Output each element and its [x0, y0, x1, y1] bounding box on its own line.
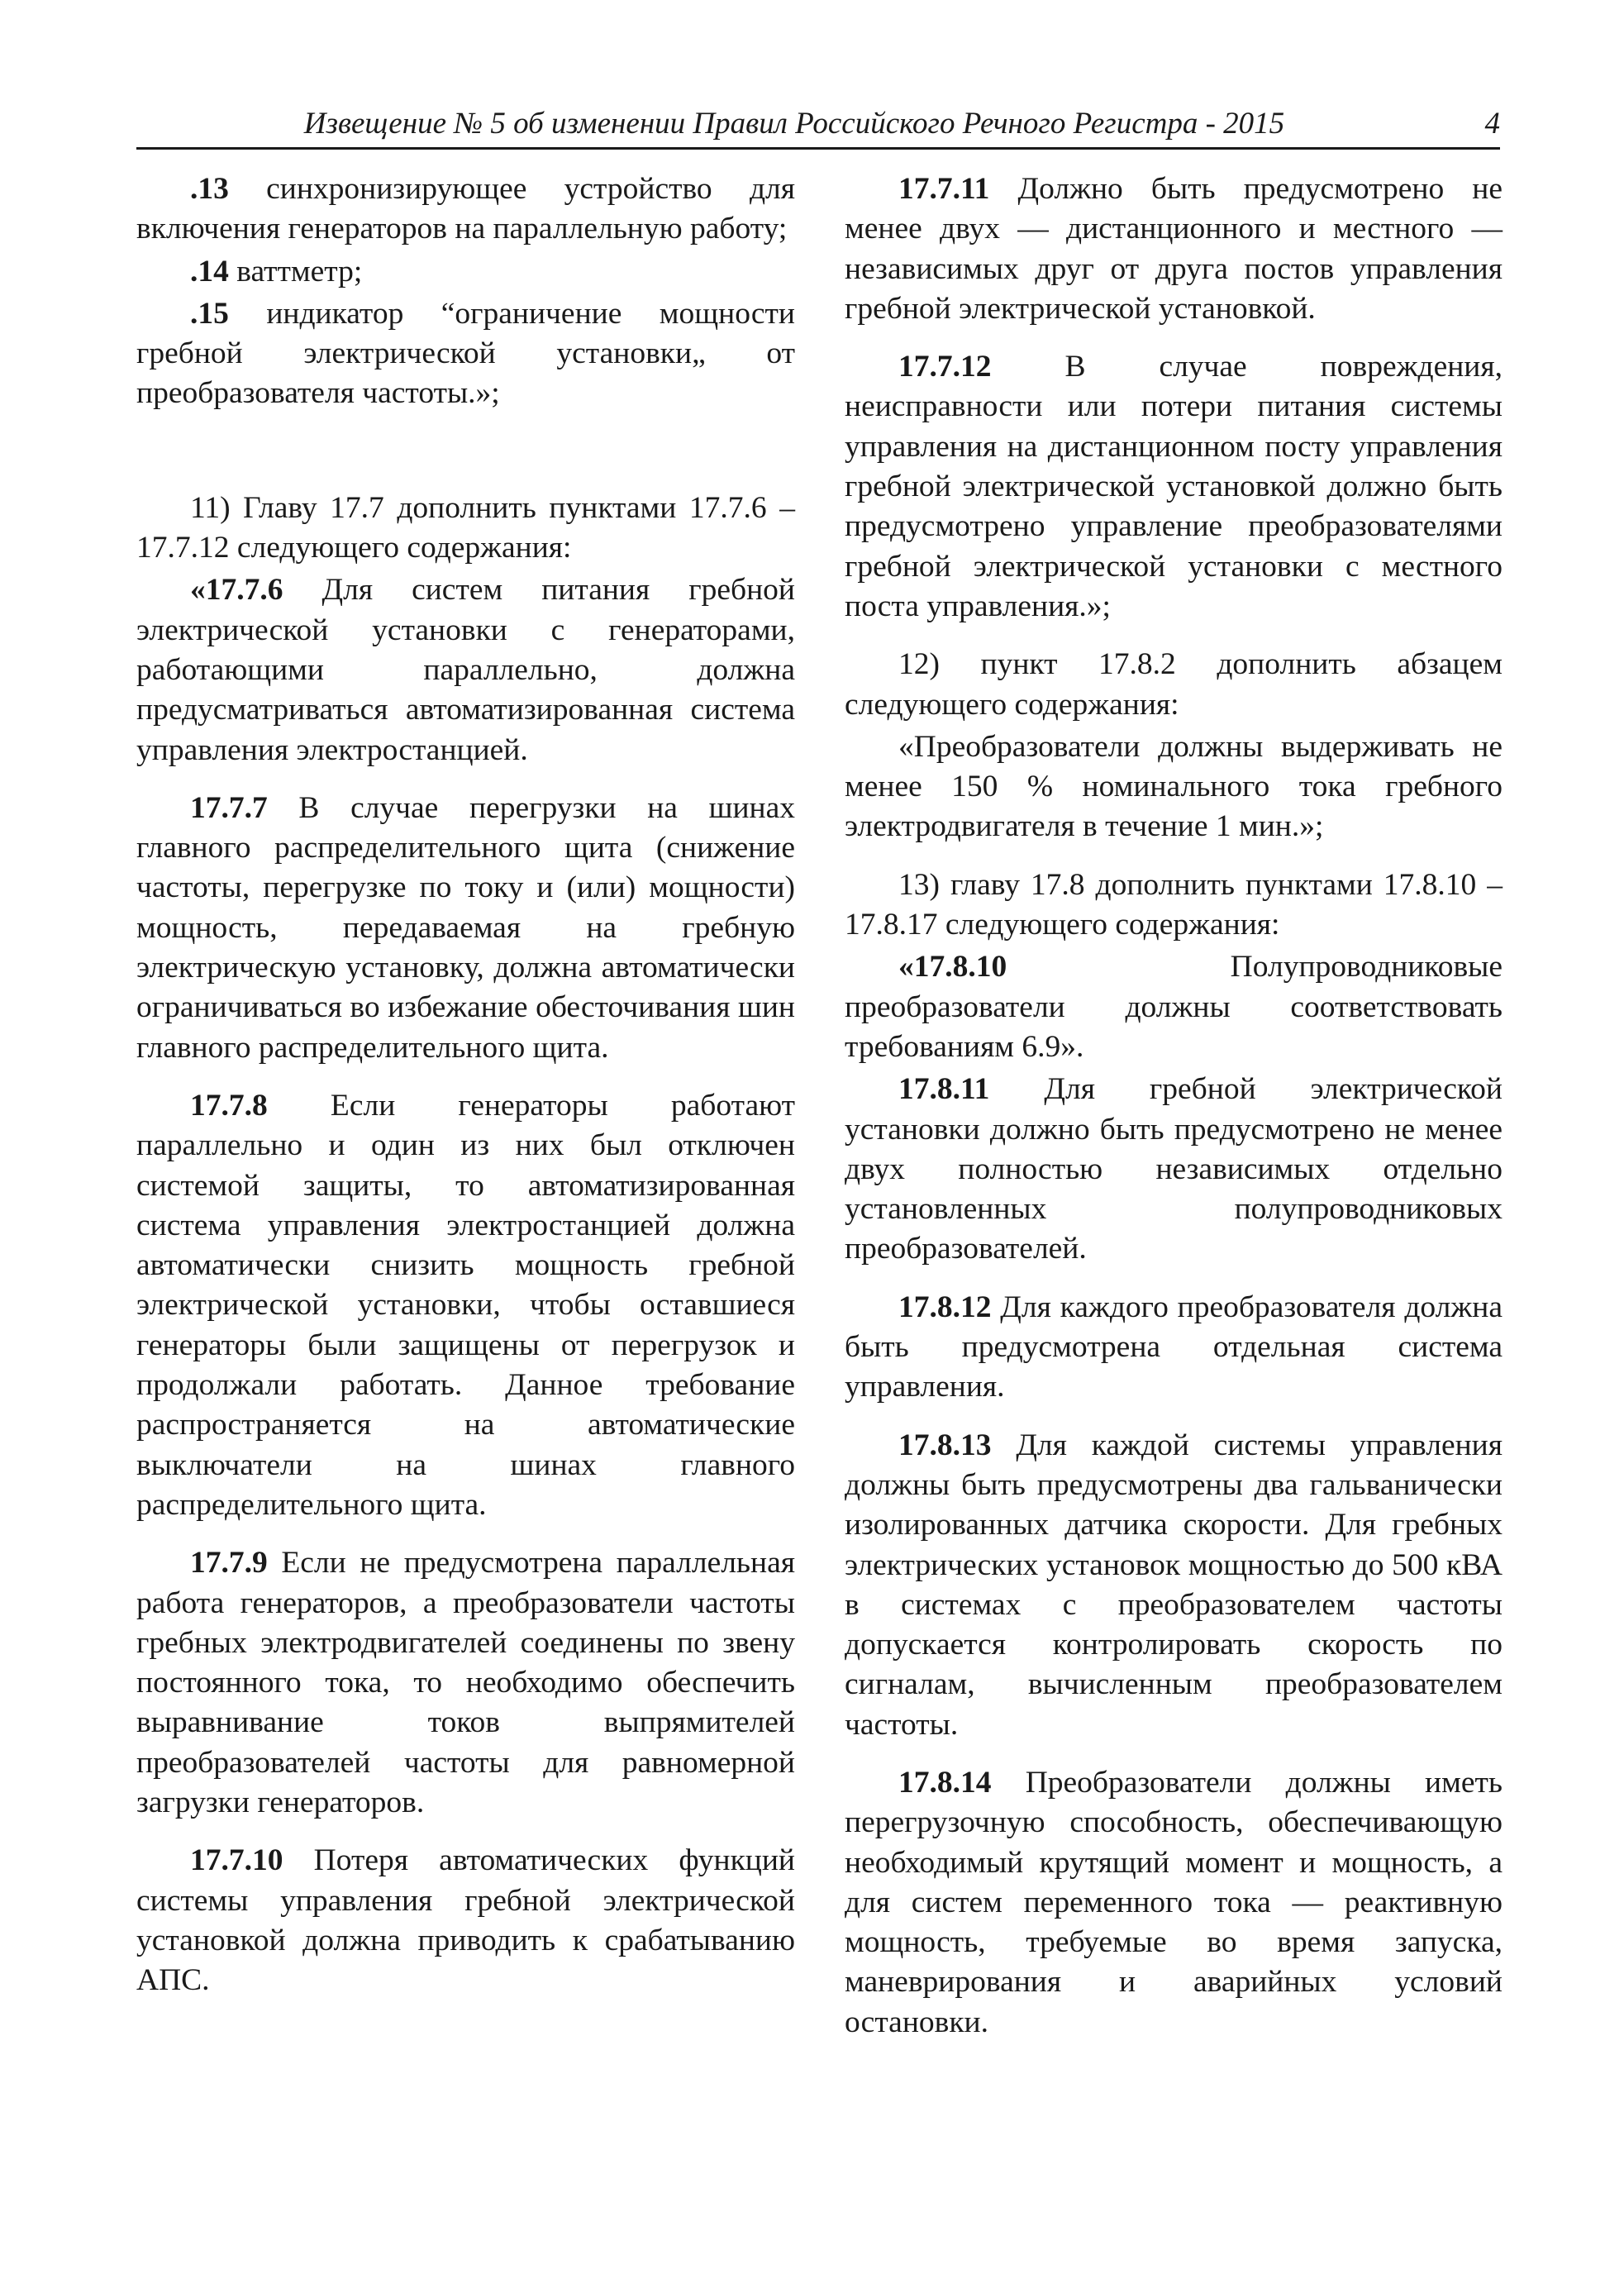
- item-number: 17.7.10: [190, 1843, 283, 1878]
- paragraph-text: Полупроводниковые преобразователи должны соответствовать требованиям 6.9».: [845, 950, 1503, 1064]
- paragraph: [845, 645, 1503, 725]
- item-number: 17.7.7: [190, 790, 268, 825]
- paragraph: [136, 1543, 795, 1823]
- paragraph-text: Преобразователи должны иметь перегрузочную способность, обеспечивающую необходимый крутящий момент и мощность, а для систем переменного тока — реактивную мощность, требуемые во время запуска, маневрирования и аварийных условий остановки.: [845, 1765, 1503, 2039]
- right-column: [845, 169, 1503, 2043]
- paragraph: [136, 1841, 795, 2000]
- paragraph-text: Должно быть предусмотрено не менее двух — дистанционного и местного — независимых друг от друга постов управления гребной электрической установкой.: [845, 172, 1503, 326]
- paragraph: [845, 347, 1503, 627]
- item-number: 17.8.11: [898, 1072, 990, 1107]
- paragraph-text: Для каждой системы управления должны быть предусмотрены два гальванически изолированных датчика скорости. Для гребных электрических установок мощностью до 500 кВА в системах с преобразователем частоты допускается контролировать скорость по сигналам, вычисленным преобразователем частоты.: [845, 1428, 1503, 1742]
- paragraph: [845, 1763, 1503, 2043]
- item-number: «17.7.6: [190, 573, 283, 608]
- paragraph-text: «Преобразователи должны выдерживать не менее 150 % номинального тока гребного электродвигателя в течение 1 мин.»;: [845, 729, 1503, 844]
- paragraph: [136, 1086, 795, 1525]
- page-number: 4: [1484, 107, 1500, 141]
- item-number: 17.7.11: [898, 172, 990, 206]
- paragraph: [845, 865, 1503, 946]
- paragraph: [845, 727, 1503, 847]
- paragraph: [136, 789, 795, 1068]
- paragraph-text: 11) Главу 17.7 дополнить пунктами 17.7.6 – 17.7.12 следующего содержания:: [136, 490, 795, 565]
- paragraph: [136, 169, 795, 250]
- paragraph: [136, 294, 795, 414]
- paragraph: [845, 1426, 1503, 1745]
- item-number: 17.8.12: [898, 1290, 992, 1324]
- item-number: 17.7.12: [898, 350, 992, 384]
- item-number: 17.7.9: [190, 1546, 268, 1581]
- paragraph: [845, 1288, 1503, 1408]
- paragraph: [845, 947, 1503, 1067]
- paragraph-text: В случае перегрузки на шинах главного распределительного щита (снижение частоты, перегрузке по току и (или) мощности) мощность, передаваемая на гребную электрическую установку, должна автоматически ограничиваться во избежание обесточивания шин главного распределительного щита.: [136, 790, 795, 1065]
- paragraph-text: 12) пункт 17.8.2 дополнить абзацем следующего содержания:: [845, 647, 1503, 722]
- item-number: .14: [190, 254, 229, 288]
- paragraph: [845, 1070, 1503, 1269]
- paragraph-text: 13) главу 17.8 дополнить пунктами 17.8.10 – 17.8.17 следующего содержания:: [845, 867, 1503, 942]
- paragraph-text: Потеря автоматических функций системы управления гребной электрической установкой должна приводить к срабатыванию АПС.: [136, 1843, 795, 1998]
- paragraph-text: В случае повреждения, неисправности или потери питания системы управления на дистанционном посту управления гребной электрической установкой должно быть предусмотрено управление преобразователями гребной электрической установки с местного поста управления.»;: [845, 350, 1503, 623]
- item-number: .15: [190, 296, 229, 331]
- paragraph-text: Для систем питания гребной электрической установки с генераторами, работающими параллельно, должна предусматриваться автоматизированная система управления электростанцией.: [136, 573, 795, 767]
- paragraph-text: Для гребной электрической установки должно быть предусмотрено не менее двух полностью независимых отдельно установленных полупроводниковых преобразователей.: [845, 1072, 1503, 1266]
- paragraph-text: Если не предусмотрена параллельная работа генераторов, а преобразователи частоты гребных электродвигателей соединены по звену постоянного тока, то необходимо обеспечить выравнивание токов выпрямителей преобразователей частоты для равномерной загрузки генераторов.: [136, 1546, 795, 1819]
- paragraph-text: Для каждого преобразователя должна быть предусмотрена отдельная система управления.: [845, 1290, 1503, 1404]
- header-title: Извещение № 5 об изменении Правил Российского Речного Регистра - 2015: [303, 107, 1285, 141]
- item-number: 17.8.14: [898, 1765, 992, 1800]
- paragraph: [136, 570, 795, 770]
- item-number: 17.7.8: [190, 1088, 268, 1123]
- item-number: .13: [190, 172, 229, 206]
- paragraph: [136, 489, 795, 569]
- item-number: 17.8.13: [898, 1428, 992, 1462]
- running-header: [136, 98, 1500, 150]
- paragraph: [845, 169, 1503, 329]
- left-column: [136, 169, 795, 2000]
- paragraph-text: синхронизирующее устройство для включения генераторов на параллельную работу;: [136, 172, 795, 246]
- paragraph: [136, 252, 795, 292]
- paragraph-text: индикатор “ограничение мощности гребной электрической установки„ от преобразователя частоты.»;: [136, 296, 795, 411]
- paragraph-text: ваттметр;: [228, 254, 363, 288]
- paragraph-text: Если генераторы работают параллельно и один из них был отключен системой защиты, то автоматизированная система управления электростанцией должна автоматически снизить мощность гребной электрической установки, чтобы оставшиеся генераторы были защищены от перегрузок и продолжали работать. Данное требование распространяется на автоматические выключатели на шинах главного распределительного щита.: [136, 1088, 795, 1522]
- item-number: «17.8.10: [898, 950, 1007, 985]
